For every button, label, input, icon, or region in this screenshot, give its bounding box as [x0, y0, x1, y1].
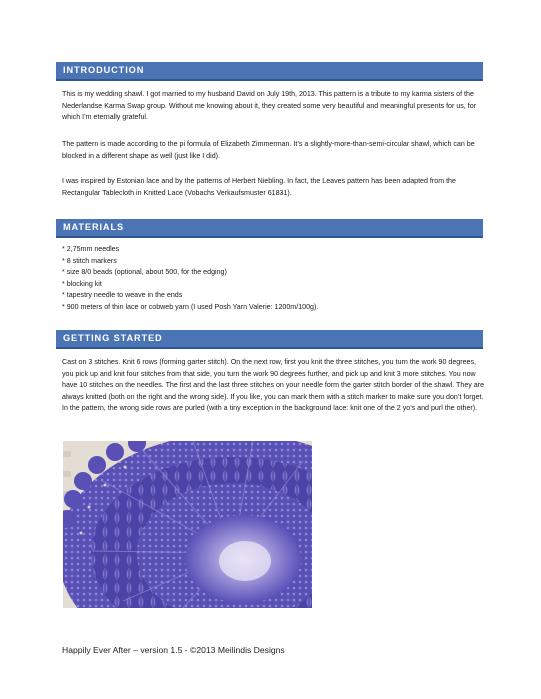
getting-started-paragraph: Cast on 3 stitches. Knit 6 rows (forming garter stitch). On the next row, first you knit the three stitches, you turn the work 90 degrees, you pick up and knit four stitches from that side, you turn the work 90 degrees further, and pick up and knit 3 more stitches. You now have 10 stitches on the needles. The first and the last three stitches on your needle form the garter stitch border of the shawl. They are always knitted (both on the right and the wrong side). If you like, you can mark them with a stitch marker to make sure you don’t forget. In the pattern, the wrong side rows are purled (with a tiny exception in the background lace: knit one of the 2 yo’s and purl the other). [62, 358, 485, 413]
section-title-introduction: INTRODUCTION [63, 65, 145, 75]
list-item: * blocking kit [62, 279, 102, 288]
list-item: * 8 stitch markers [62, 256, 117, 265]
shawl-photo [63, 441, 312, 608]
list-item: * size 8/0 beads (optional, about 500, for the edging) [62, 268, 227, 277]
intro-paragraph-1: This is my wedding shawl. I got married to my husband David on July 19th, 2013. This pattern is a tribute to my karma sisters of the Nederlandse Karma Swap group. Without me knowing about it, they created some very beautiful and meaningful presents for us, for which I’m eternally grateful. [62, 90, 477, 122]
section-title-getting-started: GETTING STARTED [63, 333, 163, 343]
section-header-materials [56, 219, 483, 238]
section-title-materials: MATERIALS [63, 222, 125, 232]
section-header-getting-started [56, 330, 483, 349]
list-item: * 900 meters of thin lace or cobweb yarn (I used Posh Yarn Valerie: 1200m/100g). [62, 302, 319, 311]
list-item: * tapestry needle to weave in the ends [62, 291, 183, 300]
materials-list [62, 244, 318, 314]
page-footer: Happily Ever After – version 1.5 - ©2013 Meilindis Designs [62, 645, 285, 655]
section-header-introduction [56, 62, 483, 81]
intro-paragraph-2: The pattern is made according to the pi formula of Elizabeth Zimmerman. It’s a slightly-more-than-semi-circular shawl, which can be blocked in a different shape as well (just like I did). [62, 140, 475, 160]
intro-paragraph-3: I was inspired by Estonian lace and by the patterns of Herbert Niebling. In fact, the Leaves pattern has been adapted from the Rectangular Tablecloth in Knitted Lace (Vobachs Verkaufsmuster 61831). [62, 177, 456, 197]
list-item: * 2,75mm needles [62, 245, 120, 253]
